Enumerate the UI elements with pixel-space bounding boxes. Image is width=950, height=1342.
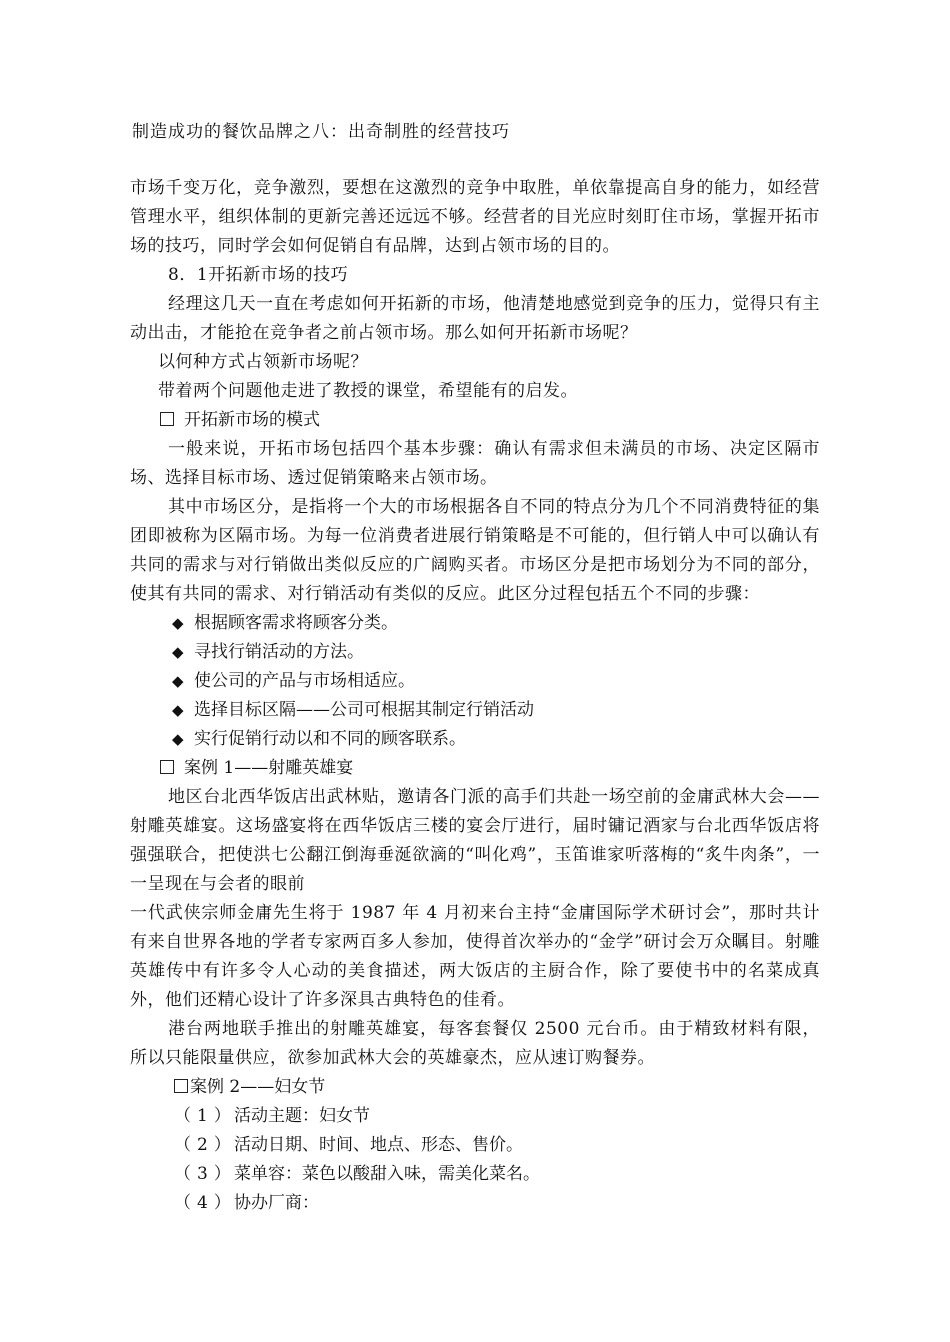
diamond-bullet-icon: ◆ [172, 672, 184, 690]
paragraph-8: 港台两地联手推出的射雕英雄宴，每客套餐仅 2500 元台币。由于精致材料有限，所以只能限量供应，欲参加武林大会的英雄豪杰，应从速订购餐券。 [130, 1019, 820, 1068]
document-body [130, 174, 820, 1218]
diamond-bullet-icon: ◆ [172, 643, 184, 661]
list-item: ◆ 选择目标区隔——公司可根据其制定行销活动 [172, 696, 820, 725]
document-title: 制造成功的餐饮品牌之八：出奇制胜的经营技巧 [132, 122, 510, 142]
diamond-bullet-icon: ◆ [172, 701, 184, 719]
paragraph-2: 以何种方式占领新市场呢？ [158, 352, 368, 372]
diamond-bullet-icon: ◆ [172, 614, 184, 632]
list-item: （3）菜单容：菜色以酸甜入味，需美化菜名。 [174, 1164, 540, 1184]
heading-market-mode-text: 开拓新市场的模式 [184, 410, 320, 430]
checkbox-icon [174, 1079, 188, 1093]
heading-case-1 [160, 754, 820, 783]
list-item: ◆ 实行促销行动以和不同的顾客联系。 [172, 725, 820, 754]
list-item: （2）活动日期、时间、地点、形态、售价。 [174, 1135, 523, 1155]
paragraph-3: 带着两个问题他走进了教授的课堂，希望能有的启发。 [158, 381, 578, 401]
checkbox-icon [160, 760, 174, 774]
heading-case-1-text: 案例 1——射雕英雄宴 [184, 758, 354, 778]
list-item: （4）协办厂商： [174, 1193, 319, 1213]
list-item: ◆ 使公司的产品与市场相适应。 [172, 667, 820, 696]
list-item: ◆ 寻找行销活动的方法。 [172, 638, 820, 667]
paragraph-5: 其中市场区分，是指将一个大的市场根据各自不同的特点分为几个不同消费特征的集团即被称为区隔市场。为每一位消费者进展行销策略是不可能的，但行销人中可以确认有共同的需求与对行销做出类似反应的广阔购买者。市场区分是把市场划分为不同的部分，使其有共同的需求、对行销活动有类似的反应。此区分过程包括五个不同的步骤： [130, 497, 820, 604]
bullet-list [130, 609, 820, 754]
paragraph-6: 地区台北西华饭店出武林贴，邀请各门派的高手们共赴一场空前的金庸武林大会——射雕英雄宴。这场盛宴将在西华饭店三楼的宴会厅进行，届时镛记酒家与台北西华饭店将强强联合，把使洪七公翻江倒海垂涎欲滴的“叫化鸡”，玉笛谁家听落梅的“炙牛肉条”，一一呈现在与会者的眼前 [130, 787, 820, 894]
heading-market-mode [160, 406, 820, 435]
intro-paragraph: 市场千变万化，竞争激烈，要想在这激烈的竞争中取胜，单依靠提高自身的能力，如经营管理水平，组织体制的更新完善还远远不够。经营者的目光应时刻盯住市场，掌握开拓市场的技巧，同时学会如何促销自有品牌，达到占领市场的目的。 [130, 178, 820, 256]
numbered-list [130, 1102, 820, 1218]
checkbox-icon [160, 412, 174, 426]
heading-case-2-text: 案例 2——妇女节 [190, 1077, 326, 1097]
section-heading-8-1: 8．1开拓新市场的技巧 [168, 265, 349, 285]
paragraph-1: 经理这几天一直在考虑如何开拓新的市场，他清楚地感觉到竞争的压力，觉得只有主动出击，才能抢在竞争者之前占领市场。那么如何开拓新市场呢？ [130, 294, 820, 343]
diamond-bullet-icon: ◆ [172, 730, 184, 748]
heading-case-2 [174, 1073, 820, 1102]
paragraph-7: 一代武侠宗师金庸先生将于 1987 年 4 月初来台主持“金庸国际学术研讨会”，那时共计有来自世界各地的学者专家两百多人参加，使得首次举办的“金学”研讨会万众瞩目。射雕英雄传中有许多令人心动的美食描述，两大饭店的主厨合作，除了要使书中的名菜成真外，他们还精心设计了许多深具古典特色的佳肴。 [130, 903, 820, 1010]
list-item: ◆ 根据顾客需求将顾客分类。 [172, 609, 820, 638]
paragraph-4: 一般来说，开拓市场包括四个基本步骤：确认有需求但未满员的市场、决定区隔市场、选择目标市场、透过促销策略来占领市场。 [130, 439, 820, 488]
list-item: （1）活动主题：妇女节 [174, 1106, 370, 1126]
